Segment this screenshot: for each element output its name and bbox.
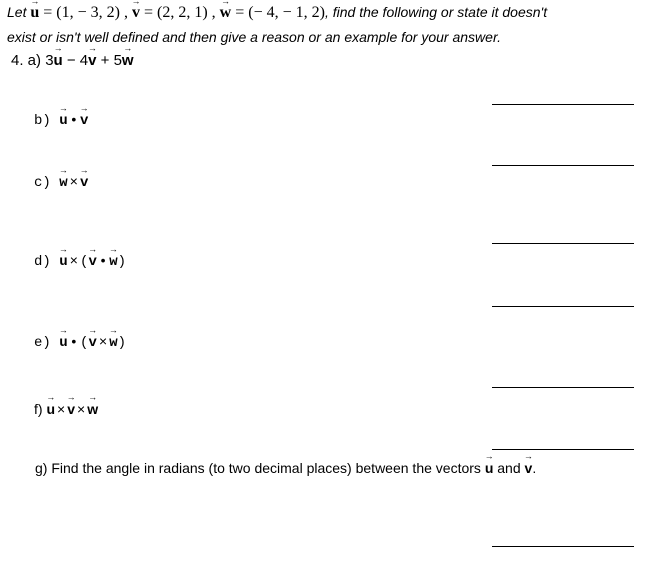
- problem-c-expr: → w ×→ v: [59, 175, 88, 191]
- problem-f: f) → u ×→ v ×→ w: [34, 401, 98, 417]
- u-definition: → u = (1, − 3, 2) , → v = (2, 2, 1) , → w = (− 4, − 1, 2): [30, 4, 325, 21]
- problem-d-expr: → u × (→ v •→ w): [59, 254, 126, 270]
- answer-line-d[interactable]: [492, 243, 634, 244]
- intro-let: Let: [7, 4, 27, 20]
- intro-line-2: exist or isn't well defined and then give a reason or an example for your answer.: [7, 29, 501, 45]
- intro-line-1: [7, 4, 547, 22]
- problem-c: c) → w ×→ v: [34, 175, 88, 191]
- problem-e-expr: → u • (→ v ×→ w): [59, 335, 126, 351]
- answer-line-g[interactable]: [492, 546, 634, 547]
- problem-a: 4. a) 3→ u − 4→ v + 5→ w: [11, 52, 134, 69]
- answer-line-e[interactable]: [492, 306, 634, 307]
- problem-f-expr: → u ×→ v ×→ w: [46, 401, 98, 417]
- answer-line-b[interactable]: [492, 104, 634, 105]
- answer-line-f[interactable]: [492, 387, 634, 388]
- problem-b: b) → u •→ v: [34, 113, 88, 129]
- problem-a-expr: 3→ u − 4→ v + 5→ w: [45, 52, 133, 69]
- problem-g: g) Find the angle in radians (to two decimal places) between the vectors → u and → v.: [35, 460, 536, 476]
- intro-line-1-tail: , find the following or state it doesn't: [324, 4, 548, 20]
- problem-e: e) → u • (→ v ×→ w): [34, 335, 126, 351]
- answer-line-g-top[interactable]: [492, 449, 634, 450]
- answer-line-c[interactable]: [492, 165, 634, 166]
- problem-b-expr: → u •→ v: [59, 113, 88, 129]
- problem-d: d) → u × (→ v •→ w): [34, 254, 126, 270]
